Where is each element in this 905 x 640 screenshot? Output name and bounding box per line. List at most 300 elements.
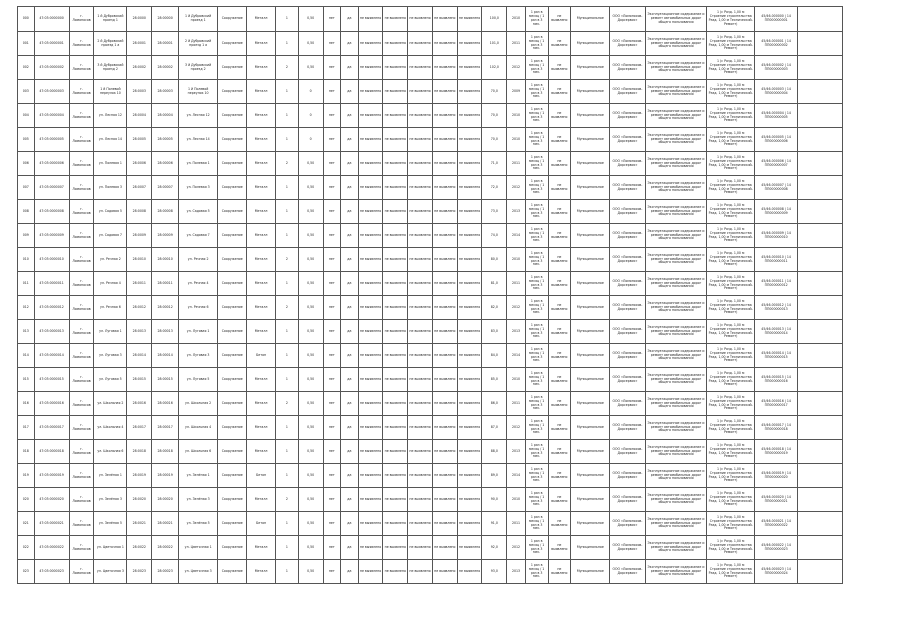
- table-cell-area: г. Ломоносов: [69, 200, 94, 224]
- table-cell-kind: Сооружение: [218, 368, 247, 392]
- table-cell-mat: Металл: [247, 536, 276, 560]
- table-cell-mat: Металл: [247, 560, 276, 584]
- table-cell-s4: не выявлено: [432, 272, 457, 296]
- table-cell-len: 102,0: [482, 56, 507, 80]
- table-cell-contract: 1 (с Разд. 1,00 м Строение строительства Разд. 1,00 м Технический-Ремонт): [707, 128, 754, 152]
- table-cell-s3: не выявлено: [408, 248, 433, 272]
- table-cell-org: ООО «Ломоносов-Дорсервис»: [610, 7, 645, 32]
- table-cell-f2: да: [341, 344, 359, 368]
- table-cell-f1: нет: [323, 32, 341, 56]
- table-cell-yr: 2012: [507, 176, 526, 200]
- table-cell-extra: [798, 440, 843, 464]
- table-cell-doc: 45/46-000007 | 14 ПП000000008: [754, 176, 797, 200]
- table-cell-period: 1 раз в месяц / 1 раз в 3 мес.: [525, 320, 548, 344]
- table-cell-s5: не выявлено: [457, 416, 482, 440]
- table-cell-yr: 2009: [507, 80, 526, 104]
- table-cell-f2: да: [341, 7, 359, 32]
- table-cell-c2: 28:00023: [152, 560, 179, 584]
- table-cell-s1: не выявлено: [358, 200, 383, 224]
- table-cell-obj: ул. Зелёная 3: [179, 488, 218, 512]
- table-cell-period: 1 раз в месяц / 1 раз в 3 мес.: [525, 176, 548, 200]
- table-cell-s2: не выявлено: [383, 128, 408, 152]
- table-cell-c2: 28:00018: [152, 440, 179, 464]
- table-cell-n1: 1: [276, 104, 299, 128]
- table-cell-addr: ул. Школьная 4: [94, 416, 127, 440]
- table-cell-mat: Металл: [247, 104, 276, 128]
- table-cell-s5: не выявлено: [457, 32, 482, 56]
- table-cell-doc: 45/46-000006 | 14 ПП000000007: [754, 152, 797, 176]
- table-cell-addr: ул. Садовая 5: [94, 200, 127, 224]
- table-cell-s3: не выявлено: [408, 344, 433, 368]
- table-cell-st1: не выявлено: [548, 80, 571, 104]
- table-cell-c1: 28:0002: [127, 56, 152, 80]
- table-cell-n2: 0: [298, 128, 323, 152]
- table-cell-obj: 3 й Дубровский проезд 2: [179, 56, 218, 80]
- table-cell-len: 84,0: [482, 344, 507, 368]
- table-cell-doc: 45/46-000010 | 14 ПП000000011: [754, 248, 797, 272]
- table-cell-n1: 1: [276, 272, 299, 296]
- table-cell-yr: 2011: [507, 32, 526, 56]
- table-cell-area: г. Ломоносов: [69, 176, 94, 200]
- table-cell-mat: Металл: [247, 416, 276, 440]
- table-cell-kind: Сооружение: [218, 344, 247, 368]
- table-cell-s5: не выявлено: [457, 104, 482, 128]
- table-cell-n2: 0,50: [298, 248, 323, 272]
- table-cell-kind: Сооружение: [218, 176, 247, 200]
- table-cell-st2: Муниципальное: [571, 296, 610, 320]
- table-cell-c2: 28:00008: [152, 200, 179, 224]
- table-cell-no: 005: [18, 128, 35, 152]
- table-cell-st2: Муниципальное: [571, 464, 610, 488]
- table-cell-c2: 28:00011: [152, 272, 179, 296]
- table-cell-kind: Сооружение: [218, 56, 247, 80]
- table-cell-s1: не выявлено: [358, 128, 383, 152]
- table-cell-c1: 28:0008: [127, 200, 152, 224]
- table-cell-s2: не выявлено: [383, 224, 408, 248]
- table-cell-s4: не выявлено: [432, 320, 457, 344]
- table-cell-org: ООО «Ломоносов-Дорсервис»: [610, 272, 645, 296]
- table-cell-period: 1 раз в месяц / 1 раз в 3 мес.: [525, 344, 548, 368]
- table-cell-work: Эксплуатационное содержание и ремонт автомобильных дорог общего пользования: [645, 560, 707, 584]
- table-cell-work: Эксплуатационное содержание и ремонт автомобильных дорог общего пользования: [645, 392, 707, 416]
- table-cell-len: 74,0: [482, 224, 507, 248]
- table-cell-st2: Муниципальное: [571, 80, 610, 104]
- table-cell-org: ООО «Ломоносов-Дорсервис»: [610, 104, 645, 128]
- table-cell-kind: Сооружение: [218, 7, 247, 32]
- table-cell-s3: не выявлено: [408, 200, 433, 224]
- table-cell-period: 1 раз в месяц / 1 раз в 3 мес.: [525, 392, 548, 416]
- table-cell-s4: не выявлено: [432, 488, 457, 512]
- table-cell-work: Эксплуатационное содержание и ремонт автомобильных дорог общего пользования: [645, 32, 707, 56]
- table-cell-c2: 28:00004: [152, 104, 179, 128]
- table-cell-period: 1 раз в месяц / 1 раз в 3 мес.: [525, 296, 548, 320]
- table-cell-s4: не выявлено: [432, 536, 457, 560]
- table-cell-f2: да: [341, 512, 359, 536]
- table-cell-n1: 1: [276, 440, 299, 464]
- table-cell-org: ООО «Ломоносов-Дорсервис»: [610, 416, 645, 440]
- table-cell-s1: не выявлено: [358, 80, 383, 104]
- table-cell-s1: не выявлено: [358, 152, 383, 176]
- table-row: [18, 176, 843, 200]
- table-cell-cad: 47:03:0000010: [34, 248, 69, 272]
- table-cell-no: 001: [18, 32, 35, 56]
- table-cell-len: 80,0: [482, 248, 507, 272]
- table-cell-area: г. Ломоносов: [69, 464, 94, 488]
- table-cell-s2: не выявлено: [383, 440, 408, 464]
- table-cell-doc: 45/46-000014 | 14 ПП000000015: [754, 344, 797, 368]
- table-cell-s1: не выявлено: [358, 536, 383, 560]
- table-cell-cad: 47:03:0000018: [34, 440, 69, 464]
- table-cell-period: 1 раз в месяц / 1 раз в 3 мес.: [525, 488, 548, 512]
- table-cell-len: 92,0: [482, 536, 507, 560]
- table-cell-doc: 45/46-000022 | 14 ПП000000023: [754, 536, 797, 560]
- table-cell-extra: [798, 272, 843, 296]
- table-cell-period: 1 раз в месяц / 1 раз в 3 мес.: [525, 416, 548, 440]
- table-cell-s4: не выявлено: [432, 128, 457, 152]
- table-cell-st1: не выявлено: [548, 128, 571, 152]
- table-cell-s5: не выявлено: [457, 512, 482, 536]
- table-cell-f2: да: [341, 440, 359, 464]
- table-cell-s3: не выявлено: [408, 32, 433, 56]
- registry-table: [17, 6, 843, 584]
- table-cell-s5: не выявлено: [457, 488, 482, 512]
- table-cell-n1: 1: [276, 368, 299, 392]
- table-cell-org: ООО «Ломоносов-Дорсервис»: [610, 344, 645, 368]
- table-cell-no: 007: [18, 176, 35, 200]
- table-cell-kind: Сооружение: [218, 560, 247, 584]
- table-cell-addr: ул. Зелёная 3: [94, 488, 127, 512]
- table-cell-s2: не выявлено: [383, 7, 408, 32]
- table-cell-c2: 28:00020: [152, 488, 179, 512]
- table-cell-extra: [798, 560, 843, 584]
- table-cell-obj: ул. Луговая 5: [179, 368, 218, 392]
- table-cell-s4: не выявлено: [432, 248, 457, 272]
- table-cell-st1: не выявлено: [548, 272, 571, 296]
- table-cell-extra: [798, 248, 843, 272]
- table-cell-s4: не выявлено: [432, 464, 457, 488]
- table-cell-f2: да: [341, 56, 359, 80]
- table-cell-f2: да: [341, 536, 359, 560]
- table-cell-len: 90,0: [482, 488, 507, 512]
- table-cell-area: г. Ломоносов: [69, 320, 94, 344]
- table-cell-org: ООО «Ломоносов-Дорсервис»: [610, 32, 645, 56]
- table-row: [18, 272, 843, 296]
- table-cell-cad: 47:03:0000020: [34, 488, 69, 512]
- table-cell-mat: Металл: [247, 7, 276, 32]
- table-cell-addr: ул. Луговая 3: [94, 344, 127, 368]
- table-cell-s1: не выявлено: [358, 344, 383, 368]
- table-cell-s5: не выявлено: [457, 176, 482, 200]
- table-cell-s5: не выявлено: [457, 440, 482, 464]
- table-cell-kind: Сооружение: [218, 80, 247, 104]
- table-cell-mat: Металл: [247, 56, 276, 80]
- table-cell-s2: не выявлено: [383, 368, 408, 392]
- table-cell-f1: нет: [323, 56, 341, 80]
- table-cell-doc: 45/46-000012 | 14 ПП000000013: [754, 296, 797, 320]
- table-cell-st1: не выявлено: [548, 440, 571, 464]
- table-cell-f2: да: [341, 368, 359, 392]
- table-cell-cad: 47:03:0000014: [34, 344, 69, 368]
- table-cell-f1: нет: [323, 152, 341, 176]
- table-cell-extra: [798, 224, 843, 248]
- table-cell-c2: 28:00017: [152, 416, 179, 440]
- table-cell-mat: Металл: [247, 128, 276, 152]
- table-cell-obj: ул. Луговая 3: [179, 344, 218, 368]
- table-cell-contract: 1 (с Разд. 1,00 м Строение строительства Разд. 1,00 м Технический-Ремонт): [707, 392, 754, 416]
- table-cell-period: 1 раз в месяц / 1 раз в 3 мес.: [525, 104, 548, 128]
- table-cell-s3: не выявлено: [408, 536, 433, 560]
- table-cell-mat: Металл: [247, 224, 276, 248]
- table-cell-st2: Муниципальное: [571, 272, 610, 296]
- table-cell-s1: не выявлено: [358, 56, 383, 80]
- table-cell-st2: Муниципальное: [571, 488, 610, 512]
- table-cell-cad: 47:03:0000022: [34, 536, 69, 560]
- table-cell-area: г. Ломоносов: [69, 32, 94, 56]
- table-cell-area: г. Ломоносов: [69, 560, 94, 584]
- table-cell-contract: 1 (с Разд. 1,00 м Строение строительства Разд. 1,00 м Технический-Ремонт): [707, 440, 754, 464]
- table-cell-area: г. Ломоносов: [69, 56, 94, 80]
- table-cell-extra: [798, 104, 843, 128]
- table-cell-c2: 28:00013: [152, 320, 179, 344]
- table-cell-obj: ул. Цветочная 1: [179, 536, 218, 560]
- table-cell-extra: [798, 56, 843, 80]
- table-cell-doc: 45/46-000016 | 14 ПП000000017: [754, 392, 797, 416]
- table-cell-org: ООО «Ломоносов-Дорсервис»: [610, 488, 645, 512]
- table-cell-s4: не выявлено: [432, 296, 457, 320]
- table-row: [18, 560, 843, 584]
- table-cell-len: 82,0: [482, 296, 507, 320]
- table-cell-contract: 1 (с Разд. 1,00 м Строение строительства Разд. 1,00 м Технический-Ремонт): [707, 248, 754, 272]
- table-cell-doc: 45/46-000023 | 14 ПП000000024: [754, 560, 797, 584]
- table-cell-addr: 2 й Дубровский проезд 1 а: [94, 32, 127, 56]
- table-cell-s5: не выявлено: [457, 368, 482, 392]
- table-cell-work: Эксплуатационное содержание и ремонт автомобильных дорог общего пользования: [645, 440, 707, 464]
- table-cell-s4: не выявлено: [432, 104, 457, 128]
- table-cell-f2: да: [341, 32, 359, 56]
- table-cell-extra: [798, 80, 843, 104]
- table-cell-obj: ул. Садовая 7: [179, 224, 218, 248]
- table-cell-s4: не выявлено: [432, 80, 457, 104]
- table-cell-s4: не выявлено: [432, 152, 457, 176]
- table-cell-area: г. Ломоносов: [69, 248, 94, 272]
- table-cell-extra: [798, 32, 843, 56]
- table-cell-contract: 1 (с Разд. 1,00 м Строение строительства Разд. 1,00 м Технический-Ремонт): [707, 536, 754, 560]
- table-cell-f2: да: [341, 560, 359, 584]
- table-cell-period: 1 раз в месяц / 1 раз в 3 мес.: [525, 80, 548, 104]
- table-cell-f1: нет: [323, 176, 341, 200]
- table-cell-st1: не выявлено: [548, 488, 571, 512]
- table-cell-org: ООО «Ломоносов-Дорсервис»: [610, 560, 645, 584]
- table-cell-s5: не выявлено: [457, 224, 482, 248]
- table-cell-work: Эксплуатационное содержание и ремонт автомобильных дорог общего пользования: [645, 56, 707, 80]
- table-cell-area: г. Ломоносов: [69, 224, 94, 248]
- table-cell-obj: 1 й Дубровский проезд 1: [179, 7, 218, 32]
- table-cell-org: ООО «Ломоносов-Дорсервис»: [610, 176, 645, 200]
- table-cell-mat: Металл: [247, 320, 276, 344]
- table-cell-area: г. Ломоносов: [69, 152, 94, 176]
- table-cell-s3: не выявлено: [408, 512, 433, 536]
- table-cell-len: 87,0: [482, 416, 507, 440]
- table-cell-n1: 1: [276, 224, 299, 248]
- table-row: [18, 152, 843, 176]
- table-cell-s2: не выявлено: [383, 416, 408, 440]
- table-cell-s5: не выявлено: [457, 392, 482, 416]
- table-cell-c2: 28:00002: [152, 56, 179, 80]
- table-cell-kind: Сооружение: [218, 392, 247, 416]
- table-cell-s3: не выявлено: [408, 7, 433, 32]
- table-cell-st2: Муниципальное: [571, 344, 610, 368]
- table-cell-c1: 28:0004: [127, 104, 152, 128]
- table-cell-no: 017: [18, 416, 35, 440]
- table-cell-len: 100,0: [482, 7, 507, 32]
- table-row: [18, 368, 843, 392]
- table-cell-s2: не выявлено: [383, 80, 408, 104]
- table-cell-mat: Металл: [247, 200, 276, 224]
- table-cell-f1: нет: [323, 512, 341, 536]
- table-cell-s3: не выявлено: [408, 56, 433, 80]
- table-cell-s4: не выявлено: [432, 512, 457, 536]
- table-cell-s4: не выявлено: [432, 440, 457, 464]
- table-cell-no: 020: [18, 488, 35, 512]
- table-cell-f1: нет: [323, 560, 341, 584]
- table-cell-f1: нет: [323, 80, 341, 104]
- table-cell-st1: не выявлено: [548, 296, 571, 320]
- table-cell-obj: 2 й Дубровский проезд 1 а: [179, 32, 218, 56]
- table-cell-contract: 1 (с Разд. 1,00 м Строение строительства Разд. 1,00 м Технический-Ремонт): [707, 464, 754, 488]
- table-cell-obj: ул. Полевая 1: [179, 152, 218, 176]
- table-cell-st2: Муниципальное: [571, 440, 610, 464]
- table-cell-s3: не выявлено: [408, 224, 433, 248]
- table-cell-len: 101,0: [482, 32, 507, 56]
- table-cell-no: 022: [18, 536, 35, 560]
- table-cell-s1: не выявлено: [358, 464, 383, 488]
- table-cell-org: ООО «Ломоносов-Дорсервис»: [610, 512, 645, 536]
- table-cell-yr: 2011: [507, 392, 526, 416]
- table-cell-st1: не выявлено: [548, 392, 571, 416]
- table-cell-s2: не выявлено: [383, 152, 408, 176]
- table-cell-mat: Бетон: [247, 464, 276, 488]
- table-cell-cad: 47:03:0000008: [34, 200, 69, 224]
- table-cell-no: 011: [18, 272, 35, 296]
- table-cell-addr: 1 й Полевой переулок 10: [94, 80, 127, 104]
- table-row: [18, 464, 843, 488]
- table-cell-c1: 28:0023: [127, 560, 152, 584]
- table-cell-obj: ул. Речная 2: [179, 248, 218, 272]
- table-cell-n1: 2: [276, 296, 299, 320]
- table-cell-kind: Сооружение: [218, 536, 247, 560]
- table-cell-f2: да: [341, 152, 359, 176]
- table-cell-st1: не выявлено: [548, 320, 571, 344]
- table-cell-n2: 0,50: [298, 488, 323, 512]
- table-cell-yr: 2012: [507, 296, 526, 320]
- table-cell-n2: 0,50: [298, 7, 323, 32]
- table-cell-n1: 2: [276, 392, 299, 416]
- table-cell-work: Эксплуатационное содержание и ремонт автомобильных дорог общего пользования: [645, 80, 707, 104]
- table-cell-contract: 1 (с Разд. 1,00 м Строение строительства Разд. 1,00 м Технический-Ремонт): [707, 512, 754, 536]
- table-cell-f2: да: [341, 200, 359, 224]
- table-cell-addr: ул. Лесная 14: [94, 128, 127, 152]
- table-cell-c1: 28:0011: [127, 272, 152, 296]
- table-cell-period: 1 раз в месяц / 1 раз в 3 мес.: [525, 224, 548, 248]
- table-cell-kind: Сооружение: [218, 200, 247, 224]
- table-cell-org: ООО «Ломоносов-Дорсервис»: [610, 440, 645, 464]
- table-cell-org: ООО «Ломоносов-Дорсервис»: [610, 128, 645, 152]
- table-cell-s2: не выявлено: [383, 464, 408, 488]
- table-row: [18, 80, 843, 104]
- table-cell-mat: Металл: [247, 272, 276, 296]
- table-cell-f1: нет: [323, 200, 341, 224]
- table-cell-contract: 1 (с Разд. 1,00 м Строение строительства Разд. 1,00 м Технический-Ремонт): [707, 176, 754, 200]
- table-cell-work: Эксплуатационное содержание и ремонт автомобильных дорог общего пользования: [645, 320, 707, 344]
- table-cell-no: 008: [18, 200, 35, 224]
- table-cell-s5: не выявлено: [457, 272, 482, 296]
- table-cell-contract: 1 (с Разд. 1,00 м Строение строительства Разд. 1,00 м Технический-Ремонт): [707, 32, 754, 56]
- table-cell-kind: Сооружение: [218, 464, 247, 488]
- table-cell-st2: Муниципальное: [571, 224, 610, 248]
- table-cell-f2: да: [341, 128, 359, 152]
- table-cell-f1: нет: [323, 7, 341, 32]
- table-cell-s5: не выявлено: [457, 320, 482, 344]
- table-cell-f2: да: [341, 224, 359, 248]
- table-cell-period: 1 раз в месяц / 1 раз в 3 мес.: [525, 56, 548, 80]
- table-cell-obj: ул. Зелёная 5: [179, 512, 218, 536]
- table-cell-addr: ул. Школьная 2: [94, 392, 127, 416]
- table-cell-addr: ул. Полевая 1: [94, 152, 127, 176]
- table-cell-c2: 28:00019: [152, 464, 179, 488]
- table-cell-yr: 2014: [507, 464, 526, 488]
- table-cell-period: 1 раз в месяц / 1 раз в 3 мес.: [525, 200, 548, 224]
- table-cell-len: 86,0: [482, 392, 507, 416]
- table-cell-area: г. Ломоносов: [69, 296, 94, 320]
- table-cell-s3: не выявлено: [408, 296, 433, 320]
- table-cell-len: 72,0: [482, 176, 507, 200]
- table-cell-n1: 1: [276, 200, 299, 224]
- table-cell-s1: не выявлено: [358, 176, 383, 200]
- table-cell-no: 003: [18, 80, 35, 104]
- table-row: [18, 7, 843, 32]
- table-cell-work: Эксплуатационное содержание и ремонт автомобильных дорог общего пользования: [645, 488, 707, 512]
- table-cell-c2: 28:00005: [152, 128, 179, 152]
- table-cell-c1: 28:0014: [127, 344, 152, 368]
- table-cell-area: г. Ломоносов: [69, 488, 94, 512]
- table-cell-extra: [798, 392, 843, 416]
- table-cell-st1: не выявлено: [548, 536, 571, 560]
- table-cell-st1: не выявлено: [548, 200, 571, 224]
- table-cell-period: 1 раз в месяц / 1 раз в 3 мес.: [525, 512, 548, 536]
- table-cell-obj: ул. Цветочная 3: [179, 560, 218, 584]
- table-cell-org: ООО «Ломоносов-Дорсервис»: [610, 296, 645, 320]
- table-cell-f1: нет: [323, 320, 341, 344]
- table-cell-f2: да: [341, 488, 359, 512]
- table-cell-st1: не выявлено: [548, 464, 571, 488]
- table-cell-s2: не выявлено: [383, 200, 408, 224]
- table-cell-no: 002: [18, 56, 35, 80]
- table-cell-c2: 28:00009: [152, 224, 179, 248]
- table-cell-doc: 45/46-000004 | 14 ПП000000005: [754, 104, 797, 128]
- table-cell-doc: 45/46-000015 | 14 ПП000000016: [754, 368, 797, 392]
- table-cell-s4: не выявлено: [432, 7, 457, 32]
- table-cell-s1: не выявлено: [358, 32, 383, 56]
- table-cell-org: ООО «Ломоносов-Дорсервис»: [610, 536, 645, 560]
- table-cell-n2: 0,50: [298, 152, 323, 176]
- table-cell-cad: 47:03:0000006: [34, 152, 69, 176]
- table-cell-st2: Муниципальное: [571, 176, 610, 200]
- table-cell-yr: 2010: [507, 248, 526, 272]
- table-cell-st1: не выявлено: [548, 176, 571, 200]
- table-cell-s1: не выявлено: [358, 272, 383, 296]
- table-cell-kind: Сооружение: [218, 248, 247, 272]
- table-cell-mat: Бетон: [247, 512, 276, 536]
